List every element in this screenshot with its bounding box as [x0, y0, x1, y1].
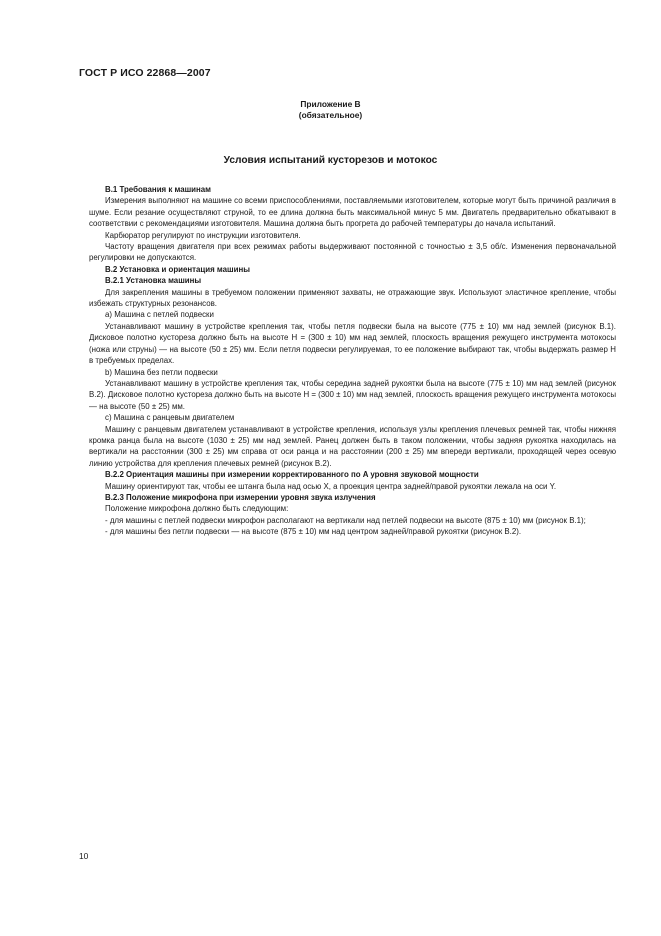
section-b1-paragraph-3: Частоту вращения двигателя при всех режимах работы выдерживают постоянной с точностью ± 3,5 об/с. Изменения первоначальной регулировки не допускаются.	[89, 242, 616, 263]
section-b1-paragraph-2: Карбюратор регулируют по инструкции изготовителя.	[105, 230, 301, 240]
annex-label: Приложение В	[300, 99, 361, 109]
list-item-a-label: а) Машина с петлей подвески	[105, 310, 214, 320]
page-number: 10	[79, 851, 89, 861]
list-item-c-text: Машину с ранцевым двигателем устанавливают в устройстве крепления, используя узлы крепления плечевых ремней так, чтобы нижняя кромка ранца была на высоте (1030 ± 25) мм над землей. Ранец должен быть в таком положении, чтобы задняя рукоятка находилась на вертикали на расстоянии (300 ± 25) мм справа от оси ранца и на расстоянии (200 ± 25) мм впереди вертикали, проходящей через осевую линию устройства для крепления плечевых ремней (рисунок В.2).	[89, 424, 616, 468]
standard-designation: ГОСТ Р ИСО 22868—2007	[79, 67, 211, 79]
list-item-b-text: Устанавливают машину в устройстве крепления так, чтобы середина задней рукоятки была на высоте (775 ± 10) мм над землей (рисунок В.2). Дисковое полотно кустореза должно быть на высоте H = (300 ± 10) мм над землей, плоскость вращения режущего инструмента мотокосы — на высоте (50 ± 25) мм.	[89, 378, 616, 411]
annex-heading	[0, 99, 661, 121]
section-b21-heading: В.2.1 Установка машины	[105, 276, 202, 286]
document-body	[89, 184, 616, 538]
annex-status: (обязательное)	[298, 110, 363, 120]
section-b22-paragraph-1: Машину ориентируют так, чтобы ее штанга была над осью X, а проекция центра задней/правой рукоятки лежала на оси Y.	[105, 481, 557, 491]
section-b21-paragraph-1: Для закрепления машины в требуемом положении применяют захваты, не отражающие звук. Используют эластичное крепление, чтобы избежать структурных резонансов.	[89, 287, 616, 309]
list-item-b-label: b) Машина без петли подвески	[105, 367, 218, 377]
section-b23-paragraph-3: - для машины без петли подвески — на высоте (875 ± 10) мм над центром задней/правой рукоятки (рисунок В.2).	[105, 527, 522, 537]
list-item-c-label: c) Машина с ранцевым двигателем	[105, 413, 235, 423]
section-b22-heading: В.2.2 Ориентация машины при измерении корректированного по A уровня звуковой мощности	[105, 470, 479, 480]
section-b23-paragraph-2: - для машины с петлей подвески микрофон располагают на вертикали над петлей подвески на высоте (875 ± 10) мм (рисунок В.1);	[105, 515, 586, 525]
section-b1-paragraph-1: Измерения выполняют на машине со всеми приспособлениями, поставляемыми изготовителем, которые могут быть причиной различия в шуме. Если резание осуществляют струной, то ее длина должна быть максимальной минус 5 мм. Двигатель предварительно обкатывают в соответствии с рекомендациями изготовителя. Машина должна быть прогрета до рабочей температуры до начала испытаний.	[89, 196, 616, 229]
annex-title: Условия испытаний кусторезов и мотокос	[223, 155, 438, 166]
section-b23-heading: В.2.3 Положение микрофона при измерении уровня звука излучения	[105, 492, 376, 502]
section-b1-heading: В.1 Требования к машинам	[105, 185, 212, 194]
list-item-a-text: Устанавливают машину в устройстве крепления так, чтобы петля подвески была на высоте (775 ± 10) мм над землей (рисунок В.1). Дисковое полотно кустореза должно быть на высоте H = (300 ± 10) мм над землей, плоскость вращения режущего инструмента мотокосы (ножа или струны) — на высоте (50 ± 25) мм. Если петля подвески регулируемая, то ее положение выбирают так, чтобы выдержать размер H в требуемых пределах.	[89, 321, 616, 366]
section-b2-heading: В.2 Установка и ориентация машины	[105, 264, 250, 274]
section-b23-paragraph-1: Положение микрофона должно быть следующим:	[105, 504, 289, 514]
